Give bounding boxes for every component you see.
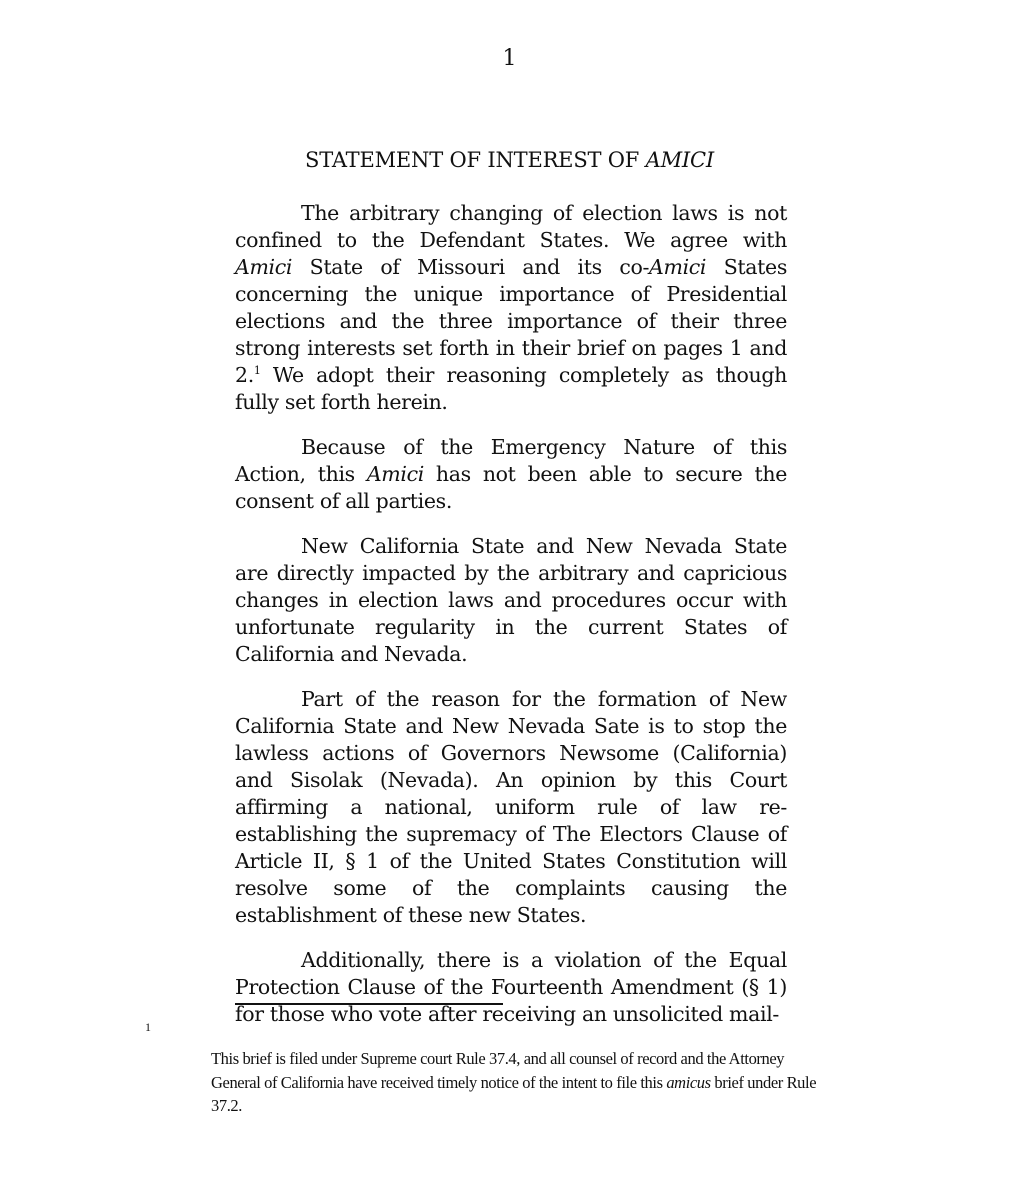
- footnote-text: [211, 1047, 817, 1118]
- p2-text-c: has not been able to secure the consent of all parties.: [235, 462, 787, 513]
- paragraph-3: New California State and New Nevada State are directly impacted by the arbitrary and capricious changes in election laws and procedures occur with unfortunate regularity in the current States of California and Nevada.: [235, 534, 787, 666]
- p1-text-c: State of Missouri and its co-: [292, 255, 650, 279]
- footnote-italic-amicus: amicus: [666, 1072, 711, 1092]
- footnote-reference[interactable]: 1: [253, 364, 261, 378]
- p1-text-a: The arbitrary changing of election laws is not confined to the Defendant States. We agree with: [235, 201, 787, 252]
- p1-italic-b: Amici: [235, 255, 293, 279]
- p1-italic-d: Amici: [649, 255, 707, 279]
- paragraph-5: Additionally, there is a violation of the Equal Protection Clause of the Fourteenth Amendment (§ 1) for those who vote after receiving an unsolicited mail-: [235, 948, 787, 1026]
- paragraph-1: [235, 200, 787, 416]
- paragraph-4: Part of the reason for the formation of New California State and New Nevada Sate is to stop the lawless actions of Governors Newsome (California) and Sisolak (Nevada). An opinion by this Court affirming a national, uniform rule of law re-establishing the supremacy of The Electors Clause of Article II, § 1 of the United States Constitution will resolve some of the complaints causing the establishment of these new States.: [235, 687, 787, 927]
- p1-text-e: States concerning the unique importance of Presidential elections and the three importance of their three strong interests set forth in their brief on pages 1 and 2.: [235, 255, 787, 387]
- footnote-text-c: brief under Rule 37.2.: [211, 1072, 817, 1115]
- footnote-text-a: This brief is filed under Supreme court Rule 37.4, and all counsel of record and the Attorney General of California have received timely notice of the intent to file this: [211, 1049, 785, 1092]
- footnote-paragraph: [211, 1047, 817, 1118]
- body-text: [235, 200, 787, 1046]
- footnote-marker: 1: [145, 1020, 151, 1034]
- p1-text-f: We adopt their reasoning completely as though fully set forth herein.: [235, 363, 787, 414]
- heading-text: STATEMENT OF INTEREST OF: [305, 148, 646, 172]
- heading-italic-amici: AMICI: [645, 148, 714, 172]
- paragraph-2: [235, 434, 787, 515]
- p2-text-a: Because of the Emergency Nature of this Action, this: [235, 435, 787, 486]
- footnote-divider: [235, 1003, 503, 1005]
- p2-italic-b: Amici: [366, 462, 424, 486]
- section-heading: [0, 148, 1019, 172]
- page-number: 1: [502, 46, 517, 71]
